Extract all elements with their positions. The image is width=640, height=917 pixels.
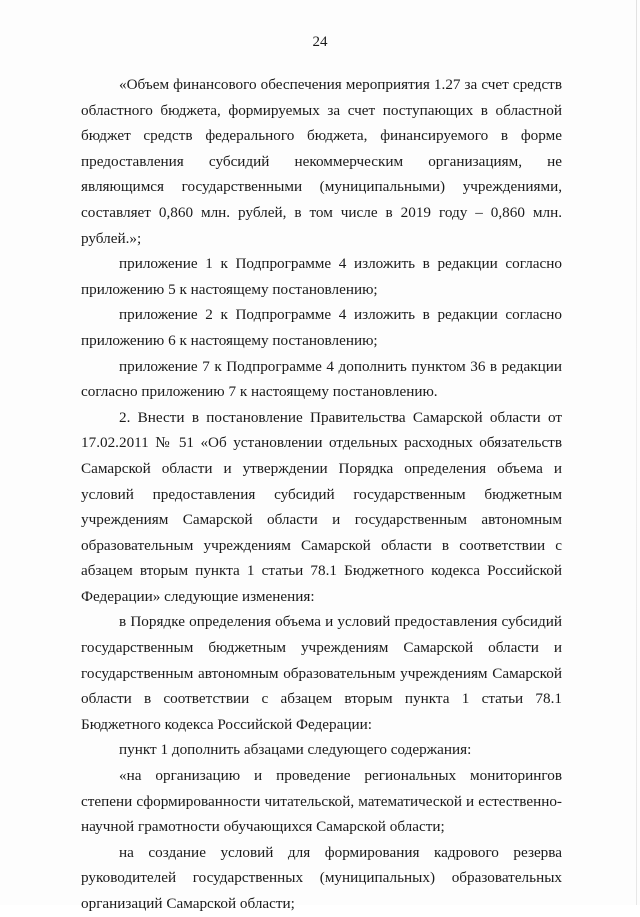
paragraph-financing-amount: «Объем финансового обеспечения мероприятия 1.27 за счет средств областного бюджета, формируемых за счет поступающих в областной бюджет средств федерального бюджета, финансируемого в форме предоставления субсидий некоммерческим организациям, не являющимся государственными (муниципальными) учреждениями, составляет 0,860 млн. рублей, в том числе в 2019 году – 0,860 млн. рублей.»; bbox=[81, 76, 562, 247]
paragraph-appendix-7: приложение 7 к Подпрограмме 4 дополнить пунктом 36 в редакции согласно приложению 7 к настоящему постановлению. bbox=[81, 357, 562, 401]
paragraph-appendix-2: приложение 2 к Подпрограмме 4 изложить в редакции согласно приложению 6 к настоящему постановлению; bbox=[81, 306, 562, 349]
paragraph-appendix-1: приложение 1 к Подпрограмме 4 изложить в редакции согласно приложению 5 к настоящему постановлению; bbox=[81, 255, 562, 298]
scan-edge-mark bbox=[636, 0, 637, 905]
paragraph-amend-resolution-51: 2. Внести в постановление Правительства Самарской области от 17.02.2011 № 51 «Об установлении отдельных расходных обязательств Самарской области и утверждении Порядка определения объема и условий предоставления субсидий государственным бюджетным учреждениям Самарской области и государственным автономным образовательным учреждениям Самарской области в соответствии с абзацем вторым пункта 1 статьи 78.1 Бюджетного кодекса Российской Федерации» следующие изменения: bbox=[81, 408, 562, 605]
paragraph-subsidy-procedure: в Порядке определения объема и условий предоставления субсидий государственным бюджетным учреждениям Самарской области и государственным автономным образовательным учреждениям Самарской области в соответствии с абзацем вторым пункта 1 статьи 78.1 Бюджетного кодекса Российской Федерации: bbox=[81, 613, 562, 733]
paragraph-monitoring: «на организацию и проведение региональных мониторингов степени сформированности читательской, математической и естественно-научной грамотности обучающихся Самарской области; bbox=[81, 767, 562, 836]
paragraph-personnel-reserve: на создание условий для формирования кадрового резерва руководителей государственных (муниципальных) образовательных организаций Самарской области; bbox=[81, 843, 562, 912]
page-number: 24 bbox=[312, 34, 328, 50]
document-body bbox=[81, 72, 562, 917]
paragraph-item-1-addition: пункт 1 дополнить абзацами следующего содержания: bbox=[119, 741, 472, 759]
